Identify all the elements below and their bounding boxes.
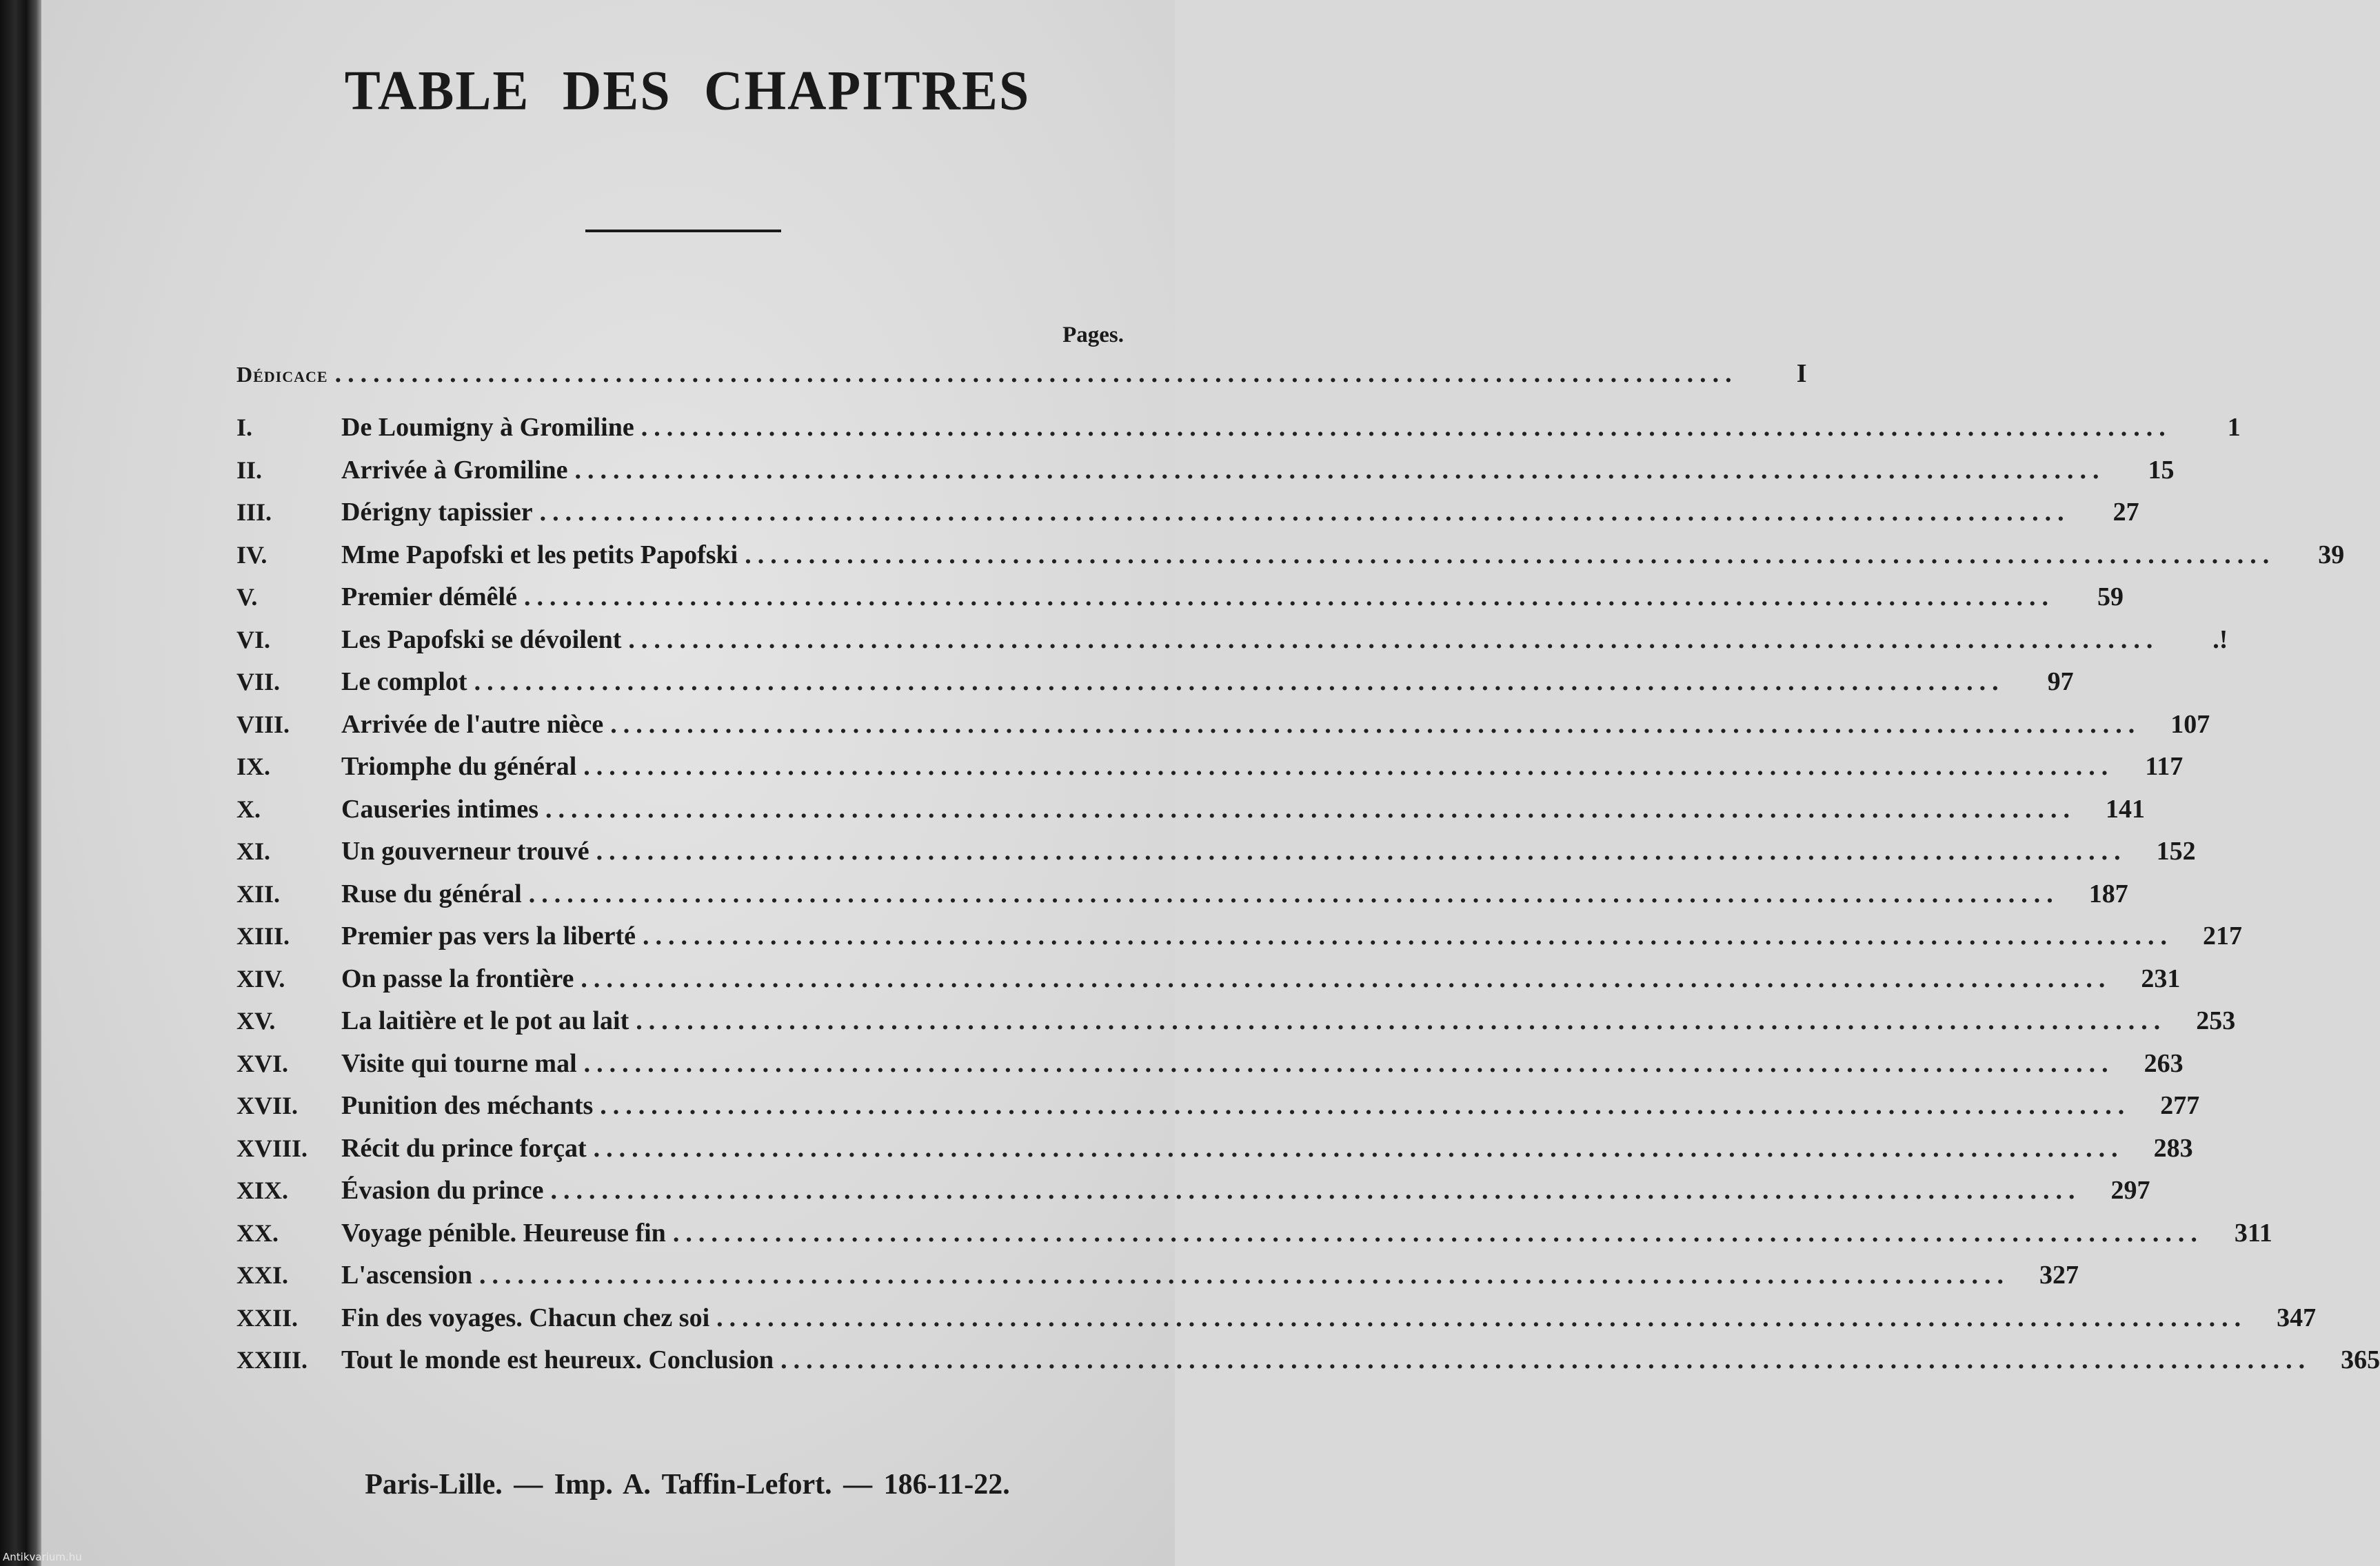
chapter-page: 253: [2196, 1006, 2236, 1035]
toc-row: [236, 540, 2345, 582]
leader-dots: ........................................................................................................................: [545, 794, 2077, 824]
leader-dots: ........................................................................................................................: [581, 964, 2112, 993]
chapter-number: V.: [236, 583, 258, 611]
chapter-number: XIV.: [236, 964, 285, 993]
chapter-title: On passe la frontière: [341, 964, 574, 993]
chapter-list: [236, 412, 2380, 1387]
chapter-number: VIII.: [236, 710, 290, 738]
chapter-number: VI.: [236, 625, 271, 653]
chapter-title: Causeries intimes: [341, 794, 539, 824]
leader-dots: ........................................................................................................................: [643, 922, 2174, 950]
chapter-title: De Loumigny à Gromiline: [341, 413, 634, 442]
chapter-title: Les Papofski se dévoilent: [341, 624, 622, 654]
pages-column-label: Pages.: [1062, 323, 1124, 347]
chapter-page: 27: [2112, 498, 2139, 527]
toc-row: [236, 751, 2184, 794]
leader-dots: ........................................................................................................................: [550, 1176, 2081, 1205]
chapter-page: 1: [2227, 413, 2241, 442]
leader-dots: ........................................................................................................................: [610, 709, 2141, 739]
chapter-number: XVII.: [236, 1092, 299, 1119]
chapter-page: 39: [2318, 540, 2345, 569]
toc-row: [236, 1175, 2150, 1218]
chapter-page: 365: [2341, 1345, 2380, 1374]
leader-dots: ........................................................................................................................: [583, 1048, 2115, 1078]
chapter-page: 187: [2088, 879, 2128, 908]
chapter-number: XIII.: [236, 922, 290, 950]
chapter-page: 152: [2156, 837, 2196, 866]
leader-dots: ........................................................................................................................: [600, 1091, 2131, 1120]
chapter-page: 141: [2106, 794, 2146, 824]
toc-row: [236, 1090, 2200, 1133]
chapter-number: XXIII.: [236, 1346, 308, 1374]
chapter-number: III.: [236, 498, 272, 526]
chapter-number: XXI.: [236, 1261, 289, 1289]
chapter-title: Visite qui tourne mal: [341, 1048, 577, 1078]
leader-dots: ........................................................................................................................: [539, 498, 2070, 527]
table-of-contents: [236, 358, 2380, 1387]
chapter-title: Premier pas vers la liberté: [341, 922, 636, 950]
chapter-number: XXII.: [236, 1303, 299, 1332]
chapter-page: .!: [2212, 624, 2228, 654]
leader-dots: ........................................................................................................................: [636, 1006, 2167, 1035]
chapter-title: Arrivée de l'autre nièce: [341, 709, 604, 739]
chapter-title: Arrivée à Gromiline: [341, 455, 568, 485]
printer-imprint: Paris-Lille. — Imp. A. Taffin-Lefort. — 186-11-22.: [365, 1469, 1010, 1501]
toc-row: [236, 412, 2241, 455]
chapter-number: XI.: [236, 837, 271, 865]
toc-row: [236, 1133, 2193, 1176]
chapter-title: Un gouverneur trouvé: [341, 837, 589, 866]
chapter-page: 327: [2039, 1261, 2079, 1290]
toc-row: [236, 1006, 2236, 1048]
leader-dots: ........................................................................................................................: [474, 667, 2005, 696]
leader-dots: ........................................................................................................................: [628, 624, 2159, 654]
toc-row: [236, 964, 2181, 1006]
chapter-title: Voyage pénible. Heureuse fin: [341, 1218, 666, 1248]
chapter-title: Mme Papofski et les petits Papofski: [341, 540, 738, 569]
chapter-title: La laitière et le pot au lait: [341, 1006, 629, 1035]
chapter-page: 97: [2047, 667, 2074, 696]
leader-dots: ........................................................................................................................: [641, 413, 2172, 442]
dedication-label: Dédicace: [236, 362, 328, 387]
title-divider: [585, 230, 781, 232]
chapter-page: 117: [2145, 752, 2184, 781]
chapter-page: 15: [2148, 455, 2175, 485]
leader-dots: ........................................................................................................................: [596, 837, 2127, 866]
toc-row: [236, 794, 2146, 837]
leader-dots: ........................................................................................................................: [593, 1133, 2124, 1163]
chapter-title: Dérigny tapissier: [341, 498, 533, 527]
chapter-number: XX.: [236, 1219, 279, 1247]
toc-row: [236, 1048, 2184, 1091]
toc-row: [236, 921, 2243, 964]
leader-dots: ........................................................................................................................: [528, 879, 2059, 908]
chapter-number: X.: [236, 795, 261, 823]
chapter-page: 311: [2234, 1218, 2272, 1248]
leader-dots: ........................................................................................................................: [780, 1345, 2312, 1374]
chapter-number: XII.: [236, 879, 281, 908]
toc-row: [236, 1303, 2317, 1345]
leader-dots: ........................................................................................................................: [574, 455, 2106, 485]
chapter-page: 347: [2277, 1303, 2317, 1332]
chapter-title: Triomphe du général: [341, 752, 577, 781]
chapter-title: Récit du prince forçat: [341, 1133, 587, 1163]
toc-row: [236, 1260, 2079, 1303]
chapter-number: VII.: [236, 668, 281, 695]
watermark: Antikvarium.hu: [3, 1551, 82, 1563]
chapter-number: XVIII.: [236, 1134, 308, 1162]
chapter-title: Fin des voyages. Chacun chez soi: [341, 1303, 710, 1332]
toc-row: [236, 879, 2128, 922]
toc-row: [236, 709, 2210, 752]
chapter-number: XV.: [236, 1007, 276, 1035]
toc-row: [236, 455, 2175, 498]
chapter-title: Évasion du prince: [341, 1176, 544, 1205]
leader-dots: ........................................................................................................................: [479, 1261, 2010, 1290]
chapter-number: XVI.: [236, 1049, 289, 1077]
chapter-page: 59: [2097, 582, 2124, 611]
toc-row: [236, 836, 2196, 879]
toc-row: [236, 1218, 2272, 1261]
page-title: TABLE DES CHAPITRES: [344, 58, 1031, 122]
chapter-page: 297: [2110, 1176, 2150, 1205]
chapter-page: 217: [2203, 922, 2243, 950]
toc-row: [236, 667, 2074, 709]
leader-dots: ..............................................................................................................: [334, 359, 1738, 388]
toc-row: [236, 582, 2124, 624]
chapter-page: 283: [2153, 1133, 2193, 1163]
chapter-page: 263: [2144, 1048, 2184, 1078]
toc-row-dedication: [236, 358, 1807, 412]
chapter-title: Le complot: [341, 667, 467, 696]
leader-dots: ........................................................................................................................: [716, 1303, 2248, 1332]
toc-row: [236, 497, 2139, 540]
chapter-page: 277: [2160, 1091, 2200, 1120]
book-spine-edge: [0, 0, 41, 1566]
leader-dots: ........................................................................................................................: [523, 582, 2055, 611]
chapter-number: II.: [236, 456, 263, 484]
chapter-title: Tout le monde est heureux. Conclusion: [341, 1345, 774, 1374]
chapter-title: L'ascension: [341, 1261, 473, 1290]
dedication-page: I: [1796, 359, 1807, 388]
chapter-title: Punition des méchants: [341, 1091, 594, 1120]
chapter-number: I.: [236, 414, 253, 441]
chapter-page: 231: [2141, 964, 2181, 993]
chapter-title: Premier démêlé: [341, 582, 517, 611]
toc-row: [236, 1345, 2380, 1387]
leader-dots: ........................................................................................................................: [583, 752, 2115, 781]
chapter-page: 107: [2170, 709, 2210, 739]
leader-dots: ........................................................................................................................: [672, 1218, 2203, 1248]
chapter-title: Ruse du général: [341, 879, 522, 908]
toc-row: [236, 624, 2228, 667]
chapter-number: IX.: [236, 753, 271, 780]
chapter-number: IV.: [236, 540, 268, 569]
leader-dots: ........................................................................................................................: [745, 540, 2276, 569]
chapter-number: XIX.: [236, 1177, 289, 1204]
